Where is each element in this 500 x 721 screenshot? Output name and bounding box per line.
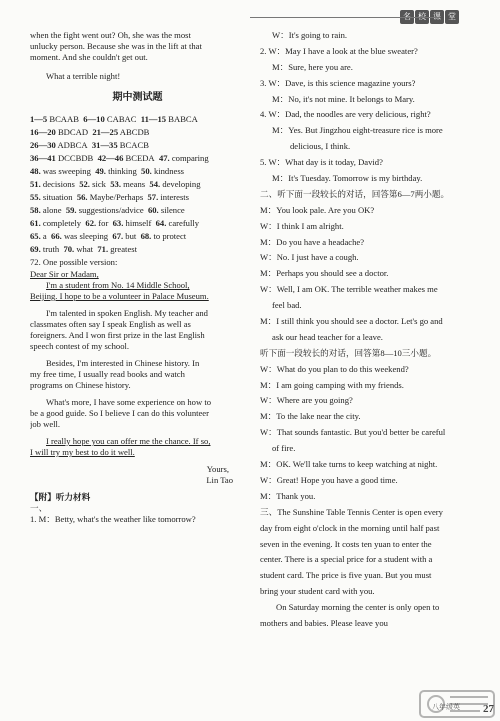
letter-greeting: Dear Sir or Madam, bbox=[30, 269, 99, 279]
letter-line: job well. bbox=[30, 419, 61, 429]
transcript-line: seven in the evening. It costs ten yuan to enter the bbox=[260, 538, 432, 549]
transcript-line: of fire. bbox=[272, 443, 296, 454]
transcript-line: W：I think I am alright. bbox=[260, 220, 344, 231]
transcript-line: M：No, it's not mine. It belongs to Mary. bbox=[272, 93, 415, 104]
story-end: What a terrible night! bbox=[46, 71, 121, 81]
appendix-heading: 【附】听力材料 bbox=[30, 492, 91, 502]
transcript-line: bring your student card with you. bbox=[260, 586, 375, 597]
answer-val: BDCAD bbox=[57, 127, 89, 137]
answer-val: kindness bbox=[153, 166, 185, 176]
answer-num: 42—46 bbox=[97, 153, 124, 163]
transcript-line: M：Yes. But Jingzhou eight-treasure rice is more bbox=[272, 125, 443, 136]
appendix-tag: 附 bbox=[38, 492, 48, 502]
answer-val: suggestions/advice bbox=[78, 205, 144, 215]
answer-val: carefully bbox=[168, 218, 200, 228]
answer-val: ABCDB bbox=[119, 127, 150, 137]
answer-num: 36—41 bbox=[30, 153, 56, 163]
answer-val: ADBCA bbox=[57, 140, 88, 150]
answer-val: developing bbox=[162, 179, 201, 189]
answer-num: 58. bbox=[30, 205, 41, 215]
answer-val: was sweeping bbox=[42, 166, 91, 176]
answer-val: what bbox=[76, 244, 94, 254]
answer-val: completely bbox=[42, 218, 82, 228]
transcript-line: student card. The price is five yuan. But you must bbox=[260, 570, 432, 581]
answer-val: was sleeping bbox=[63, 231, 109, 241]
answer-num: 6—10 bbox=[83, 114, 105, 124]
transcript-line: M：Do you have a headache? bbox=[260, 236, 365, 247]
answer-val: sick bbox=[92, 179, 106, 189]
answer-val: a bbox=[42, 231, 47, 241]
answer-num: 63. bbox=[112, 218, 124, 228]
transcript-line: feel bad. bbox=[272, 300, 302, 311]
question-1: 1. M：Betty, what's the weather like tomorrow? bbox=[30, 514, 196, 524]
answer-num: 59. bbox=[65, 205, 77, 215]
answer-num: 48. bbox=[30, 166, 41, 176]
answer-val: greatest bbox=[110, 244, 137, 254]
header-logo-char: 堂 bbox=[445, 10, 459, 24]
transcript-line: M：I still think you should see a doctor. Let's go and bbox=[260, 316, 443, 327]
answer-val: interests bbox=[160, 192, 190, 202]
answer-num: 31—35 bbox=[91, 140, 118, 150]
transcript-line: M：Thank you. bbox=[260, 490, 316, 501]
q72-label: 72. One possible version: bbox=[30, 257, 118, 267]
header-logo-char: 名 bbox=[400, 10, 414, 24]
transcript-line: M：To the lake near the city. bbox=[260, 411, 361, 422]
transcript-line: 三、The Sunshine Table Tennis Center is open every bbox=[260, 506, 443, 517]
letter-line: I really hope you can offer me the chance. If so, bbox=[46, 436, 211, 446]
letter-line: foreigners. And I won first prize in the last English bbox=[30, 330, 205, 340]
header-logo-char: 课 bbox=[430, 10, 444, 24]
letter-line: Besides, I'm interested in Chinese history. In bbox=[46, 358, 200, 368]
letter-line: be a good guide. So I believe I can do this volunteer bbox=[30, 408, 209, 418]
transcript-line: day from eight o'clock in the morning until half past bbox=[260, 522, 440, 533]
answer-num: 56. bbox=[76, 192, 88, 202]
answer-num: 53. bbox=[110, 179, 121, 189]
transcript-line: M：You look pale. Are you OK? bbox=[260, 204, 375, 215]
answer-num: 11—15 bbox=[140, 114, 167, 124]
answer-val: means bbox=[123, 179, 146, 189]
answer-key bbox=[30, 113, 245, 269]
letter-signature: Lin Tao bbox=[206, 475, 233, 485]
transcript-line: 5. W：What day is it today, David? bbox=[260, 157, 383, 168]
transcript-line: W：Where are you going? bbox=[260, 395, 353, 406]
letter-line: I'm a student from No. 14 Middle School, bbox=[46, 280, 190, 290]
transcript-line: 二、听下面一段较长的对话，回答第6—7两小题。 bbox=[260, 188, 450, 199]
appendix-title: 听力材料 bbox=[55, 492, 91, 502]
left-column bbox=[30, 30, 245, 525]
transcript-line: M：OK. We'll take turns to keep watching at night. bbox=[260, 459, 438, 470]
answer-val: BCACB bbox=[119, 140, 149, 150]
transcript-line: 3. W：Dave, is this science magazine yours? bbox=[260, 77, 416, 88]
answer-num: 26—30 bbox=[30, 140, 56, 150]
right-column bbox=[260, 30, 476, 634]
letter-line: Beijing. I hope to be a volunteer in Palace Museum. bbox=[30, 291, 209, 301]
answer-num: 55. bbox=[30, 192, 41, 202]
transcript-line: 听下面一段较长的对话，回答第8—10三小题。 bbox=[260, 347, 437, 358]
answer-val: situation bbox=[42, 192, 73, 202]
answer-num: 51. bbox=[30, 179, 41, 189]
letter bbox=[30, 269, 245, 486]
transcript-line: 4. W：Dad, the noodles are very delicious, right? bbox=[260, 109, 431, 120]
answer-val: BCAAB bbox=[49, 114, 79, 124]
answer-val: decisions bbox=[42, 179, 75, 189]
answer-num: 57. bbox=[147, 192, 159, 202]
story-line: when the fight went out? Oh, she was the most bbox=[30, 30, 191, 40]
answer-val: comparing bbox=[171, 153, 209, 163]
answer-num: 21—25 bbox=[92, 127, 119, 137]
answer-num: 69. bbox=[30, 244, 41, 254]
answer-num: 66. bbox=[51, 231, 62, 241]
transcript-line: 2. W：May I have a look at the blue sweater? bbox=[260, 45, 418, 56]
answer-val: silence bbox=[160, 205, 185, 215]
answer-num: 54. bbox=[149, 179, 161, 189]
answer-val: CABAC bbox=[106, 114, 137, 124]
answer-num: 50. bbox=[141, 166, 152, 176]
letter-line: What's more, I have some experience on how to bbox=[46, 397, 212, 407]
letter-line: my free time, I usually read books and watch bbox=[30, 369, 185, 379]
answer-val: but bbox=[125, 231, 137, 241]
transcript-line: mothers and babies. Please leave you bbox=[260, 617, 388, 628]
letter-line: programs on Chinese history. bbox=[30, 380, 131, 390]
transcript-line: center. There is a special price for a student with a bbox=[260, 554, 433, 565]
transcript-line: ask our head teacher for a leave. bbox=[272, 331, 383, 342]
answer-num: 62. bbox=[85, 218, 97, 228]
answer-val: to protect bbox=[153, 231, 187, 241]
answer-num: 68. bbox=[140, 231, 152, 241]
transcript-line: W：That sounds fantastic. But you'd better be careful bbox=[260, 427, 446, 438]
answer-val: DCCBDB bbox=[57, 153, 94, 163]
answer-num: 65. bbox=[30, 231, 41, 241]
answer-val: thinking bbox=[108, 166, 137, 176]
footer-grade: 八年级英 bbox=[432, 703, 460, 711]
part-one-label: 一、 bbox=[30, 503, 48, 513]
letter-line: classmates often say I speak English as well as bbox=[30, 319, 191, 329]
answer-val: alone bbox=[42, 205, 62, 215]
answer-num: 64. bbox=[155, 218, 167, 228]
answer-num: 67. bbox=[112, 231, 124, 241]
transcript-line: W：No. I just have a cough. bbox=[260, 252, 359, 263]
answer-val: truth bbox=[42, 244, 60, 254]
answer-val: Maybe/Perhaps bbox=[89, 192, 144, 202]
transcript-line: W：Well, I am OK. The terrible weather makes me bbox=[260, 284, 438, 295]
header-logo-char: 校 bbox=[415, 10, 429, 24]
page-number: 27 bbox=[483, 703, 494, 715]
answer-num: 47. bbox=[158, 153, 170, 163]
transcript-line: delicious, I think. bbox=[290, 141, 351, 152]
answer-num: 52. bbox=[79, 179, 90, 189]
answer-val: BCEDA bbox=[125, 153, 155, 163]
letter-closing: Yours, bbox=[206, 464, 229, 474]
transcript-line: M：It's Tuesday. Tomorrow is my birthday. bbox=[272, 173, 423, 184]
answer-num: 16—20 bbox=[30, 127, 56, 137]
answer-val: himself bbox=[125, 218, 152, 228]
transcript-line: M：I am going camping with my friends. bbox=[260, 379, 404, 390]
answer-num: 1—5 bbox=[30, 114, 48, 124]
answer-val: BABCA bbox=[168, 114, 198, 124]
letter-line: I'm talented in spoken English. My teacher and bbox=[46, 308, 208, 318]
transcript-line: M：Sure, here you are. bbox=[272, 61, 353, 72]
watermark-stamp-icon bbox=[418, 689, 496, 719]
transcript-line: W：It's going to rain. bbox=[272, 30, 348, 40]
answer-num: 71. bbox=[97, 244, 109, 254]
section-title: 期中测试题 bbox=[112, 92, 163, 103]
answer-num: 61. bbox=[30, 218, 41, 228]
transcript-line: W：What do you plan to do this weekend? bbox=[260, 363, 409, 374]
header-rule bbox=[250, 17, 440, 18]
answer-val: for bbox=[98, 218, 109, 228]
letter-line: speech contest of my school. bbox=[30, 341, 130, 351]
answer-num: 70. bbox=[63, 244, 75, 254]
answer-num: 49. bbox=[95, 166, 106, 176]
story-line: unlucky person. Because she was in the lift at that bbox=[30, 41, 202, 51]
story-line: moment. And she couldn't get out. bbox=[30, 52, 148, 62]
letter-line: I will try my best to do it well. bbox=[30, 447, 135, 457]
answer-num: 60. bbox=[147, 205, 159, 215]
transcript-line: W：Great! Hope you have a good time. bbox=[260, 474, 398, 485]
transcript-line: On Saturday morning the center is only open to bbox=[276, 602, 440, 613]
transcript-line: M：Perhaps you should see a doctor. bbox=[260, 268, 389, 279]
